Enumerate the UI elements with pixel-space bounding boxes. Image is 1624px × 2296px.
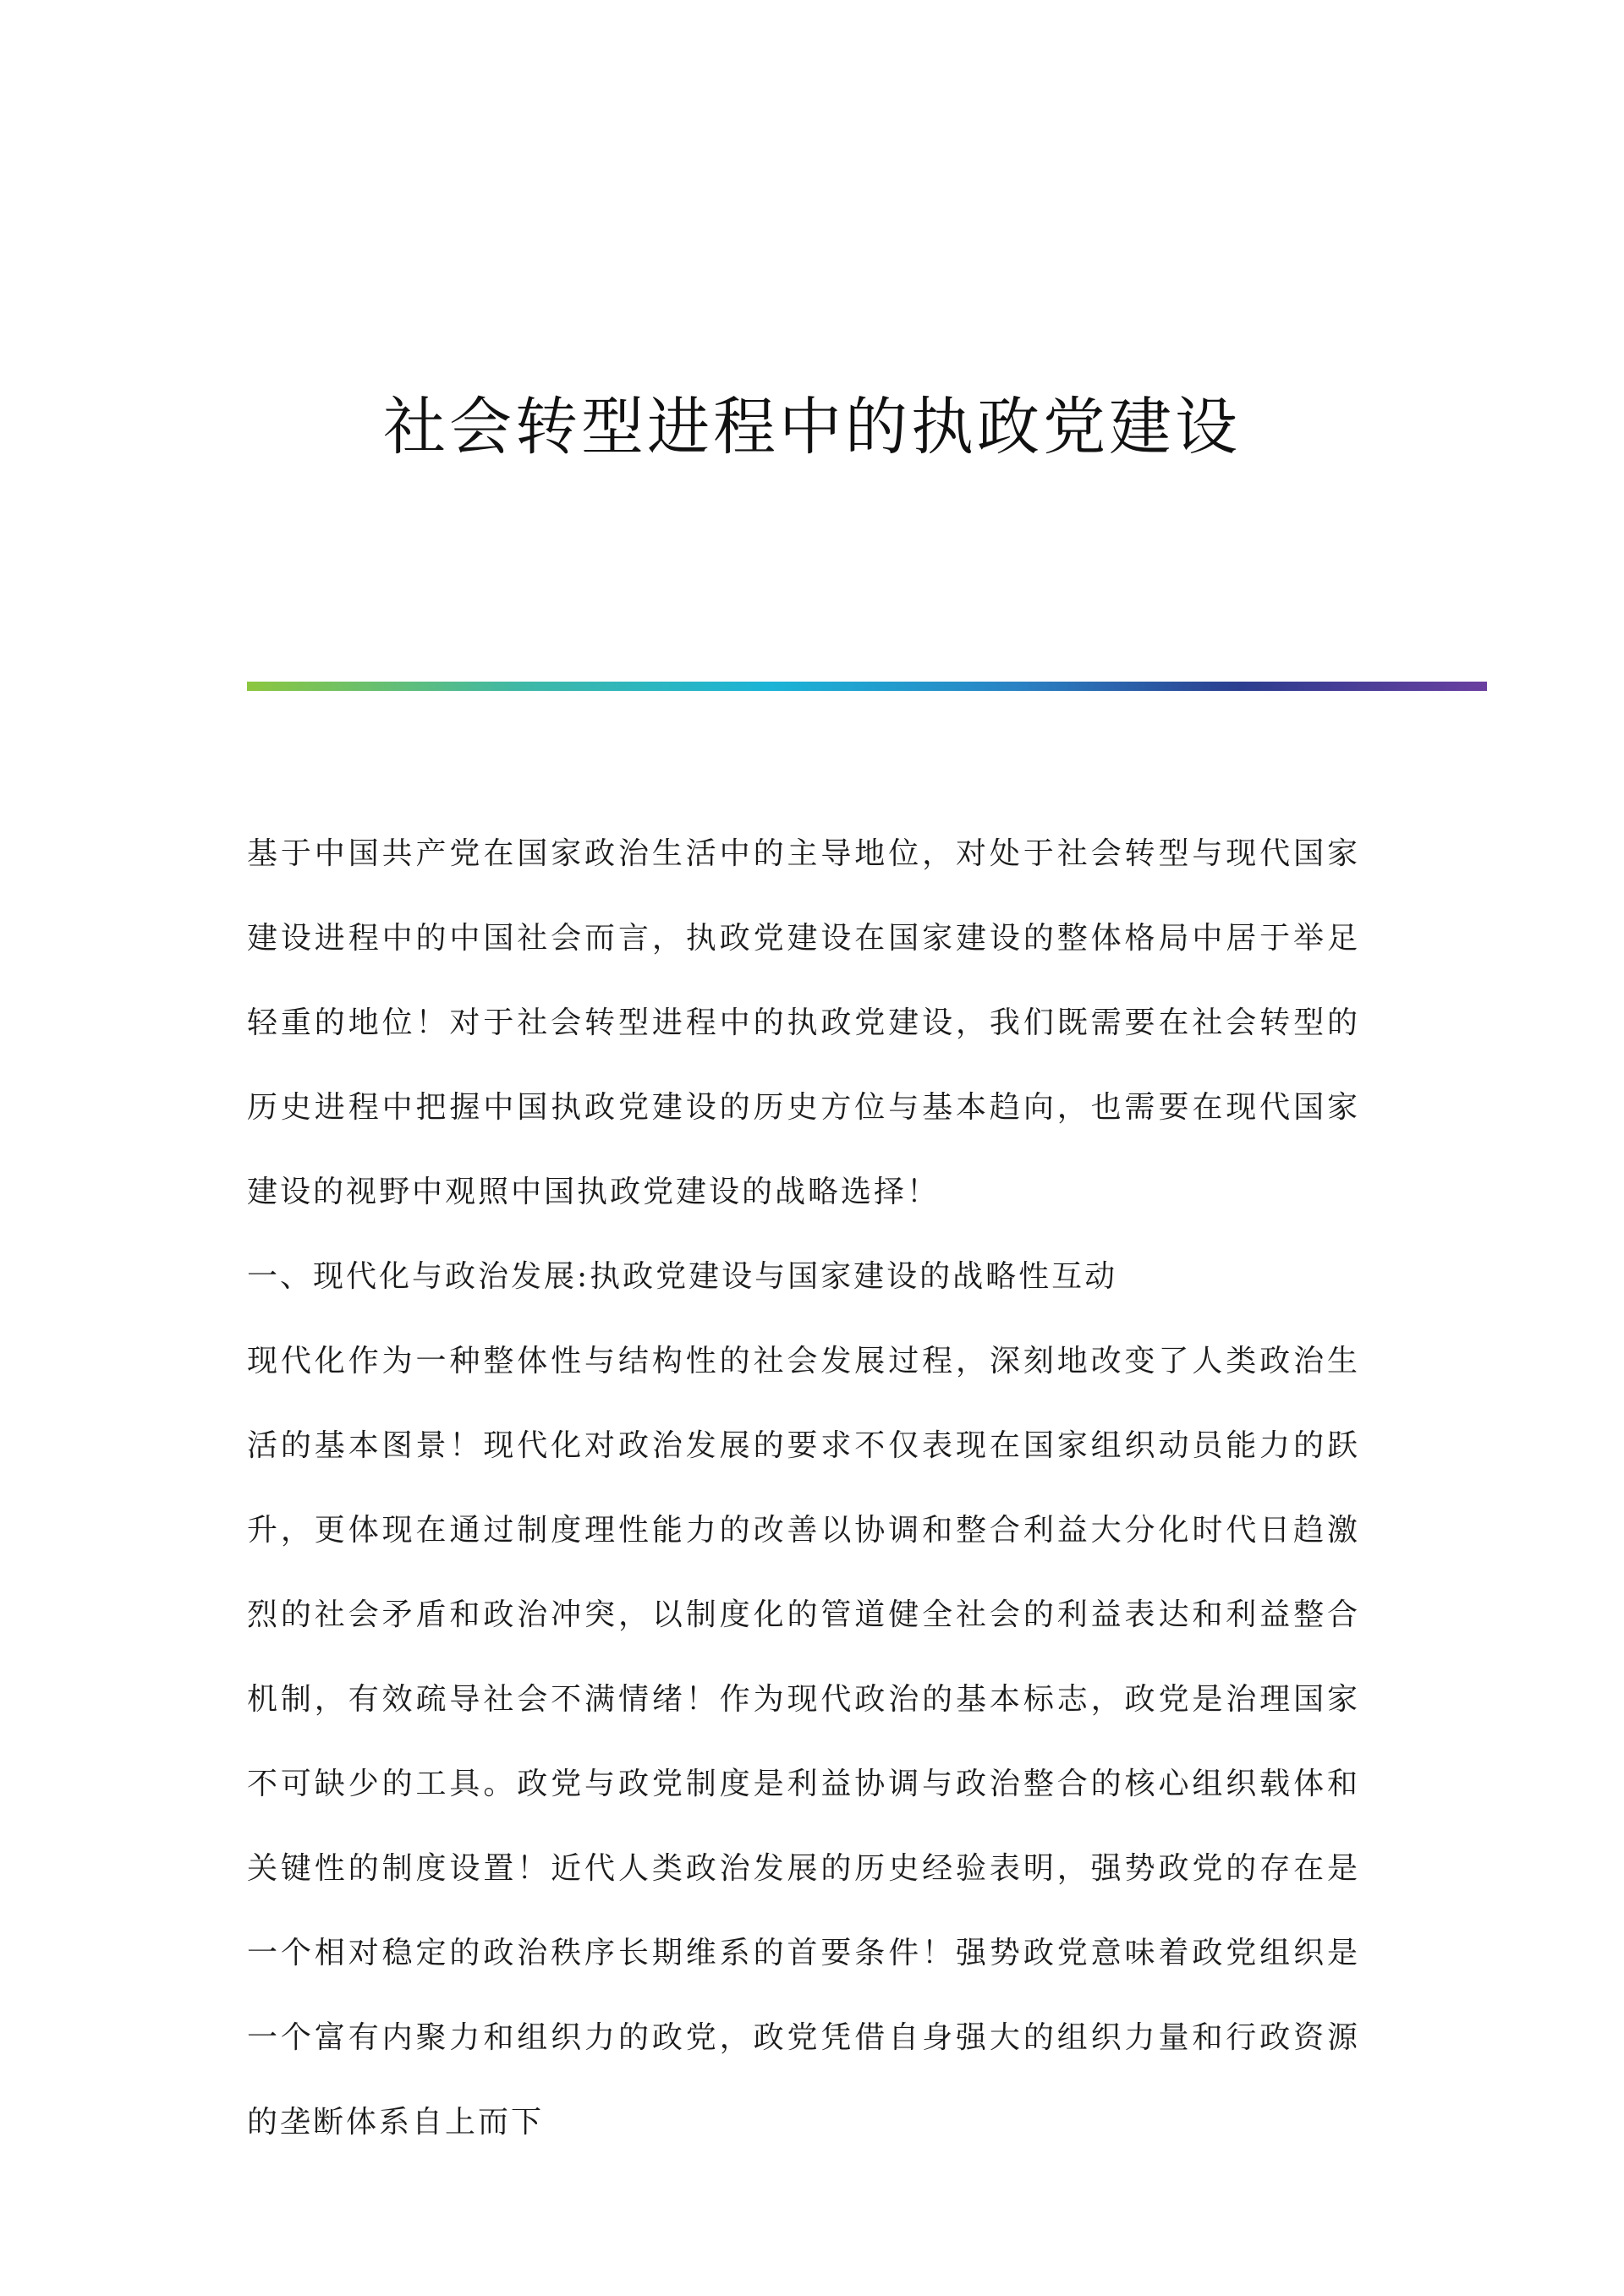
body-paragraph: 现代化作为一种整体性与结构性的社会发展过程，深刻地改变了人类政治生活的基本图景！现代化对政治发展的要求不仅表现在国家组织动员能力的跃升，更体现在通过制度理性能力的改善以协调和整合利益大分化时代日趋激烈的社会矛盾和政治冲突，以制度化的管道健全社会的利益表达和利益整合机制，有效疏导社会不满情绪！作为现代政治的基本标志，政党是治理国家不可缺少的工具。政党与政党制度是利益协调与政治整合的核心组织载体和关键性的制度设置！近代人类政治发展的历史经验表明，强势政党的存在是一个相对稳定的政治秩序长期维系的首要条件！强势政党意味着政党组织是一个富有内聚力和组织力的政党，政党凭借自身强大的组织力量和行政资源的垄断体系自上而下 <box>247 1344 1360 2140</box>
section-heading: 一、现代化与政治发展:执政党建设与国家建设的战略性互动 <box>247 1259 1118 1294</box>
document-body <box>247 812 1360 2165</box>
gradient-divider <box>247 682 1487 691</box>
document-title: 社会转型进程中的执政党建设 <box>383 391 1241 463</box>
intro-paragraph: 基于中国共产党在国家政治生活中的主导地位，对处于社会转型与现代国家建设进程中的中国社会而言，执政党建设在国家建设的整体格局中居于举足轻重的地位！对于社会转型进程中的执政党建设，我们既需要在社会转型的历史进程中把握中国执政党建设的历史方位与基本趋向，也需要在现代国家建设的视野中观照中国执政党建设的战略选择！ <box>247 836 1360 1209</box>
